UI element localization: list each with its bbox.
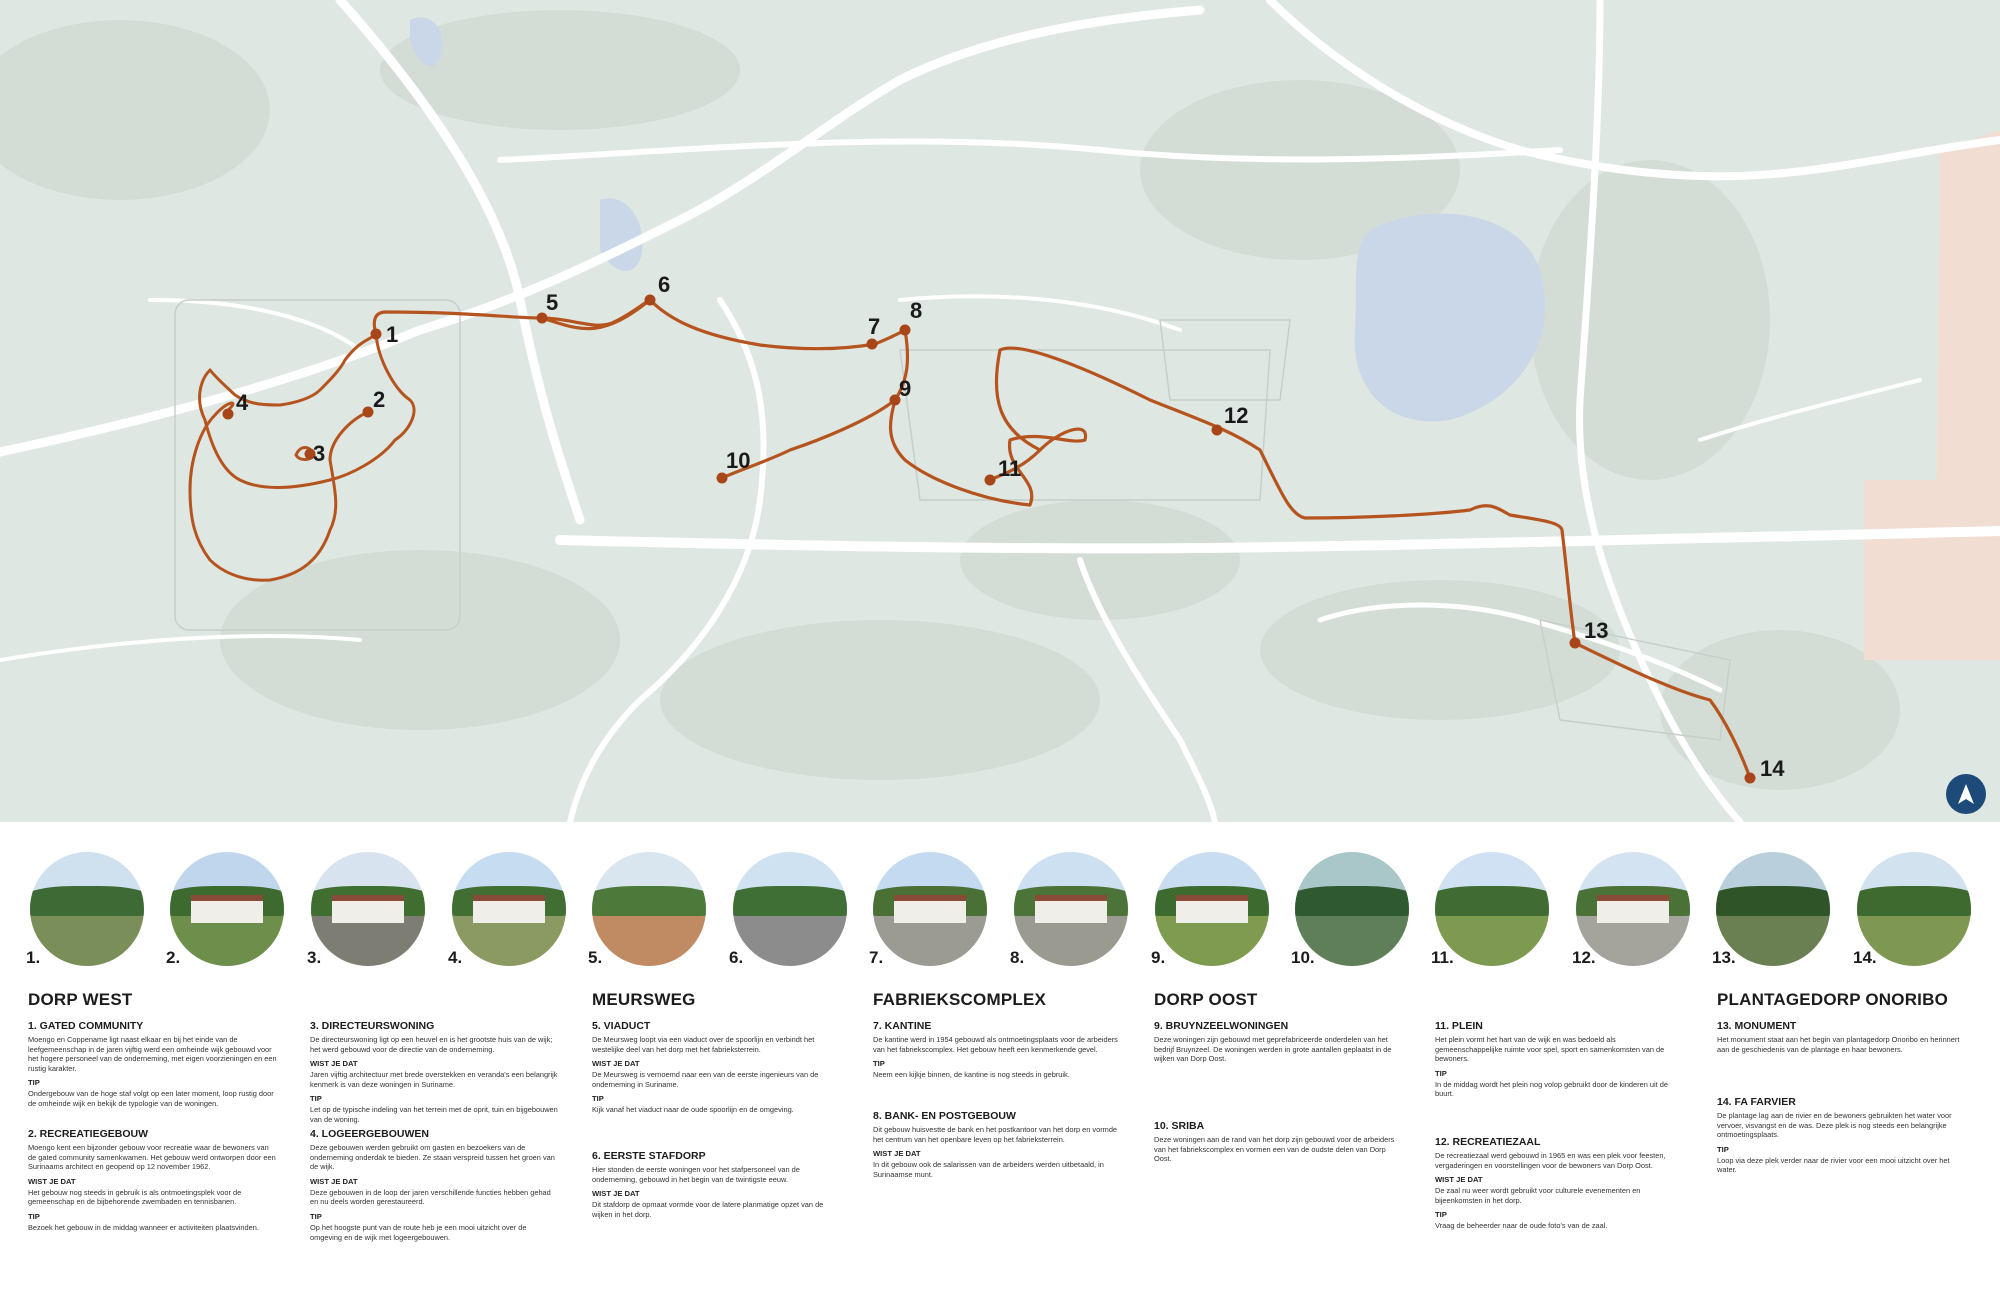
stop-11-marker[interactable]	[985, 475, 996, 486]
section-body: Deze woningen aan de rand van het dorp zijn gebouwd voor de arbeiders van het fabriekscomplex en vormen een van de oudste delen van Dorp Oost.	[1154, 1135, 1395, 1164]
section-tip: Op het hoogste punt van de route heb je een mooi uitzicht over de omgeving en de wijk met logeergebouwen.	[310, 1222, 527, 1242]
section-recreatiegebouw	[28, 1128, 278, 1237]
photo-number: 13.	[1712, 948, 1736, 967]
section-wist: De zaal nu weer wordt gebruikt voor culturele evenementen en bijeenkomsten in het dorp.	[1435, 1186, 1641, 1205]
photo-ground	[30, 911, 144, 966]
section-body: De Meursweg loopt via een viaduct over de spoorlijn en verbindt het westelijke deel van het dorp met het fabrieksterrein.	[592, 1035, 815, 1054]
stop-14-marker[interactable]	[1745, 773, 1756, 784]
section-tip-label: TIP	[310, 1094, 322, 1104]
section-wist-label: WIST JE DAT	[310, 1176, 358, 1186]
stop-9-label: 9	[899, 376, 912, 401]
photo-trees	[1716, 886, 1830, 916]
bruynzeelwoningen-photo[interactable]	[1155, 852, 1269, 966]
stop-4-label: 4	[236, 390, 249, 415]
stop-11-label: 11	[998, 456, 1022, 481]
section-title: 13. MONUMENT	[1717, 1020, 1797, 1032]
section-tip: In de middag wordt het plein nog volop gebruikt door de kinderen uit de buurt.	[1435, 1079, 1668, 1099]
photo-trees	[733, 886, 847, 916]
photo-number: 8.	[1010, 948, 1025, 967]
stop-13-marker[interactable]	[1570, 638, 1581, 649]
section-wist-label: WIST JE DAT	[592, 1059, 640, 1069]
photo-number: 1.	[26, 948, 41, 967]
photo-number: 14.	[1853, 948, 1877, 967]
photo-number: 10.	[1291, 948, 1315, 967]
section-tip: Bezoek het gebouw in de middag wanneer er activiteiten plaatsvinden.	[28, 1222, 259, 1232]
north-arrow-icon	[1957, 783, 1975, 805]
photo-trees	[1435, 886, 1549, 916]
photo-building	[191, 895, 264, 922]
section-title: 12. RECREATIEZAAL	[1435, 1136, 1541, 1148]
section-tip-label: TIP	[873, 1059, 885, 1069]
section-body: Deze gebouwen werden gebruikt om gasten en bezoekers van de onderneming onderdak te bieden. Ze staan verspreid tussen het groen van de wijk.	[310, 1143, 555, 1172]
section-tip-label: TIP	[1717, 1144, 1729, 1154]
section-body: Dit gebouw huisvestte de bank en het postkantoor van het dorp en vormde het centrum van het openbare leven op het fabrieksterrein.	[873, 1125, 1118, 1144]
photo-ground	[733, 911, 847, 966]
kantine-photo[interactable]	[873, 852, 987, 966]
section-tip: Kijk vanaf het viaduct naar de oude spoorlijn en de omgeving.	[592, 1105, 794, 1115]
section-tip-label: TIP	[1435, 1068, 1447, 1078]
stop-7-label: 7	[868, 314, 881, 339]
stop-6-marker[interactable]	[645, 295, 656, 306]
section-wist-label: WIST JE DAT	[592, 1189, 640, 1199]
section-wist-label: WIST JE DAT	[28, 1176, 76, 1186]
section-body: Het plein vormt het hart van de wijk en was bedoeld als gemeenschappelijke ruimte voor spel, sport en samenkomsten van de bewoners.	[1435, 1035, 1665, 1064]
stop-3-label: 3	[313, 441, 326, 466]
photo-trees	[1857, 886, 1971, 916]
section-wist: Deze gebouwen in de loop der jaren verschillende functies hebben gehad en nu deels worden gerestaureerd.	[310, 1187, 551, 1207]
stop-5-label: 5	[546, 290, 559, 315]
section-sriba	[1154, 1120, 1404, 1168]
section-viaduct	[592, 1020, 842, 1119]
stop-8-label: 8	[910, 298, 923, 323]
recreatiegebouw-photo[interactable]	[170, 852, 284, 966]
section-tip: Let op de typische indeling van het terrein met de oprit, tuin en bijgebouwen van de woning.	[310, 1105, 558, 1124]
stop-8-marker[interactable]	[900, 325, 911, 336]
photo-ground	[592, 911, 706, 966]
section-title: 4. LOGEERGEBOUWEN	[310, 1128, 430, 1140]
photo-number: 6.	[729, 948, 744, 967]
section-title: 9. BRUYNZEELWONINGEN	[1154, 1020, 1289, 1032]
stop-1-label: 1	[386, 322, 399, 347]
photo-building	[473, 895, 546, 922]
section-eerste-stafdorp	[592, 1150, 842, 1223]
section-monument	[1717, 1020, 1967, 1058]
section-title: 1. GATED COMMUNITY	[28, 1020, 144, 1032]
section-wist-label: WIST JE DAT	[310, 1059, 358, 1069]
section-tip-label: TIP	[1435, 1210, 1447, 1220]
column-heading-plantagedorp-onoribo: PLANTAGEDORP ONORIBO	[1717, 990, 1948, 1009]
photo-number: 9.	[1151, 948, 1166, 967]
photo-building	[894, 895, 967, 922]
eerste-stafdorp-photo[interactable]	[733, 852, 847, 966]
section-title: 11. PLEIN	[1435, 1020, 1483, 1032]
section-wist-label: WIST JE DAT	[873, 1149, 921, 1159]
column-heading-meursweg: MEURSWEG	[592, 990, 696, 1009]
column-heading-dorp-oost: DORP OOST	[1154, 990, 1258, 1009]
section-wist-label: WIST JE DAT	[1435, 1175, 1483, 1185]
section-body: De plantage lag aan de rivier en de bewoners gebruikten het water voor vervoer, visvangst en de was. Deze plek is nog steeds een belangrijke ontmoetingsplaats.	[1717, 1111, 1952, 1140]
photo-number: 4.	[448, 948, 463, 967]
section-tip-label: TIP	[28, 1211, 40, 1221]
section-body: De recreatiezaal werd gebouwd in 1965 en was een plek voor feesten, vergaderingen en voorstellingen voor de bewoners van Dorp Oost.	[1435, 1151, 1666, 1170]
stop-10-label: 10	[726, 448, 751, 473]
section-bruynzeelwoningen	[1154, 1020, 1404, 1068]
section-body: Deze woningen zijn gebouwd met geprefabriceerde onderdelen van het bedrijf Bruynzeel. De woningen werden in grote aantallen geplaatst in de wijken van Dorp Oost.	[1154, 1035, 1392, 1064]
photo-number: 5.	[588, 948, 603, 967]
section-tip: Ondergebouw van de hoge staf volgt op een later moment, loop rustig door de omheinde wijk en bekijk de typologie van de woningen.	[28, 1089, 274, 1108]
stop-6-label: 6	[658, 272, 671, 297]
stop-7-marker[interactable]	[867, 339, 878, 350]
stop-12-label: 12	[1224, 403, 1249, 428]
section-title: 5. VIADUCT	[592, 1020, 651, 1032]
column-heading-dorp-west: DORP WEST	[28, 990, 133, 1009]
stop-14-label: 14	[1760, 756, 1785, 781]
photo-number: 3.	[307, 948, 322, 967]
photo-trees	[30, 886, 144, 916]
section-wist: Dit stafdorp de opmaat vormde voor de latere planmatige opzet van de wijken in het dorp.	[592, 1200, 824, 1219]
section-body: Moengo kent een bijzonder gebouw voor recreatie waar de bewoners van de gated community samenkwamen. Het gebouw werd ontworpen door een Surinaams architect en geopend op 12 november 1962.	[28, 1143, 276, 1172]
north-arrow-button[interactable]	[1946, 774, 1986, 814]
section-logeergebouwen	[310, 1128, 560, 1246]
section-tip: Vraag de beheerder naar de oude foto's van de zaal.	[1435, 1221, 1608, 1231]
section-body: De directeurswoning ligt op een heuvel en is het grootste huis van de wijk; het werd gebouwd voor de directie van de onderneming.	[310, 1035, 553, 1054]
section-tip-label: TIP	[28, 1078, 40, 1088]
directeurswoning-photo[interactable]	[311, 852, 425, 966]
bank-postgebouw-photo[interactable]	[1014, 852, 1128, 966]
section-recreatiezaal	[1435, 1136, 1685, 1235]
section-body: Hier stonden de eerste woningen voor het stafpersoneel van de onderneming, gebouwd in het begin van de twintigste eeuw.	[592, 1165, 800, 1184]
photo-building	[1035, 895, 1108, 922]
section-title: 3. DIRECTEURSWONING	[310, 1020, 435, 1032]
section-gated-community	[28, 1020, 278, 1113]
section-wist: Het gebouw nog steeds in gebruik is als ontmoetingsplek voor de gemeenschap en de bijbehorende zwembaden en tennisbanen.	[28, 1187, 242, 1207]
stop-2-marker[interactable]	[363, 407, 374, 418]
section-body: De kantine werd in 1954 gebouwd als ontmoetingsplaats voor de arbeiders van het fabriekscomplex. Het gebouw heeft een kenmerkende gevel.	[873, 1035, 1118, 1054]
stop-1-marker[interactable]	[371, 329, 382, 340]
photo-number: 12.	[1572, 948, 1596, 967]
photo-number: 7.	[869, 948, 884, 967]
photo-strip	[0, 852, 2000, 970]
stop-10-marker[interactable]	[717, 473, 728, 484]
photo-number: 11.	[1431, 948, 1454, 967]
photo-building	[332, 895, 405, 922]
gated-community-photo[interactable]	[30, 852, 144, 966]
stop-13-label: 13	[1584, 618, 1609, 643]
section-directeurswoning	[310, 1020, 560, 1129]
section-plein	[1435, 1020, 1685, 1103]
section-title: 14. FA FARVIER	[1717, 1096, 1796, 1108]
section-tip-label: TIP	[310, 1211, 322, 1221]
section-wist: De Meursweg is vernoemd naar een van de eerste ingenieurs van de onderneming in Suriname.	[592, 1070, 819, 1089]
section-body: Moengo en Coppename ligt naast elkaar en bij het einde van de leefgemeenschap in de jaren vijftig werd een omheinde wijk gebouwd voor het hogere personeel van de onderneming, met eigen voorzieningen en een rustig karakter.	[28, 1035, 277, 1073]
section-tip: Loop via deze plek verder naar de rivier voor een mooi uitzicht over het water.	[1717, 1155, 1950, 1175]
section-fa-farvier	[1717, 1096, 1967, 1179]
photo-building	[1597, 895, 1670, 922]
section-title: 8. BANK- EN POSTGEBOUW	[873, 1110, 1016, 1122]
section-wist: In dit gebouw ook de salarissen van de arbeiders werden uitbetaald, in Surinaamse munt.	[873, 1160, 1104, 1179]
stop-4-marker[interactable]	[223, 409, 234, 420]
photo-trees	[592, 886, 706, 916]
section-title: 7. KANTINE	[873, 1020, 932, 1032]
section-tip-label: TIP	[592, 1094, 604, 1104]
section-wist: Jaren vijftig architectuur met brede overstekken en veranda's een belangrijk kenmerk is van deze woningen in Suriname.	[310, 1070, 558, 1089]
column-heading-fabriekscomplex: FABRIEKSCOMPLEX	[873, 990, 1047, 1009]
section-kantine	[873, 1020, 1123, 1084]
section-title: 6. EERSTE STAFDORP	[592, 1150, 706, 1162]
section-title: 10. SRIBA	[1154, 1120, 1205, 1132]
photo-trees	[1295, 886, 1409, 916]
logeergebouwen-photo[interactable]	[452, 852, 566, 966]
viaduct-photo[interactable]	[592, 852, 706, 966]
section-body: Het monument staat aan het begin van plantagedorp Onoribo en herinnert aan de geschiedenis van de plantage en haar bewoners.	[1717, 1035, 1960, 1054]
section-tip: Neem een kijkje binnen, de kantine is nog steeds in gebruik.	[873, 1070, 1070, 1080]
stop-2-label: 2	[373, 387, 386, 412]
stop-12-marker[interactable]	[1212, 425, 1223, 436]
section-bank-postgebouw	[873, 1110, 1123, 1183]
section-title: 2. RECREATIEGEBOUW	[28, 1128, 148, 1140]
photo-building	[1176, 895, 1249, 922]
photo-number: 2.	[166, 948, 181, 967]
